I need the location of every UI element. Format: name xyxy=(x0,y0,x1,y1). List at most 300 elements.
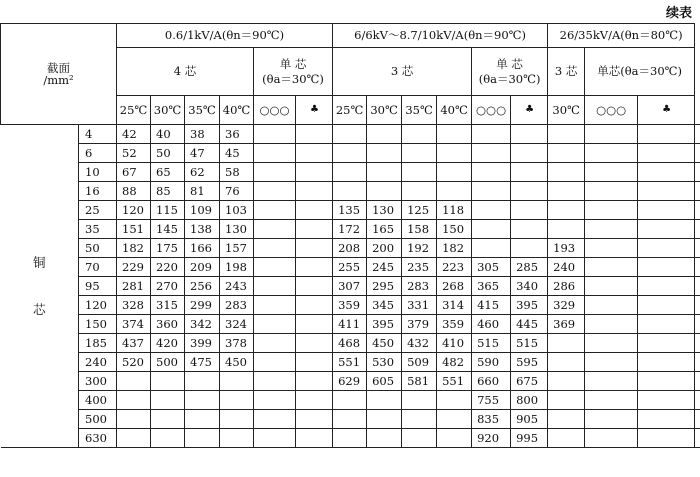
ampacity-cell xyxy=(296,239,333,258)
ampacity-cell xyxy=(585,372,638,391)
ampacity-cell: 629 xyxy=(333,372,367,391)
ampacity-cell xyxy=(296,410,333,429)
ampacity-cell xyxy=(296,144,333,163)
table-row xyxy=(1,410,700,429)
ampacity-cell: 395 xyxy=(511,296,548,315)
ampacity-cell xyxy=(437,410,472,429)
ampacity-cell: 399 xyxy=(185,334,220,353)
ampacity-cell xyxy=(695,296,700,315)
ampacity-cell xyxy=(296,258,333,277)
g1-four-core-header: 4 芯 xyxy=(117,48,254,96)
ampacity-cell xyxy=(333,144,367,163)
ampacity-cell xyxy=(333,163,367,182)
ampacity-cell xyxy=(367,391,402,410)
ampacity-cell: 920 xyxy=(472,429,511,448)
ampacity-cell xyxy=(220,391,254,410)
ampacity-cell xyxy=(695,353,700,372)
ampacity-cell: 245 xyxy=(367,258,402,277)
ampacity-cell xyxy=(638,315,695,334)
ampacity-cell: 235 xyxy=(402,258,437,277)
ampacity-cell: 45 xyxy=(220,144,254,163)
ampacity-cell: 255 xyxy=(333,258,367,277)
ampacity-cell: 182 xyxy=(437,239,472,258)
ampacity-cell xyxy=(437,391,472,410)
ampacity-cell xyxy=(220,410,254,429)
ampacity-cell: 67 xyxy=(117,163,151,182)
ampacity-cell xyxy=(695,220,700,239)
ampacity-cell xyxy=(638,296,695,315)
ampacity-cell xyxy=(185,429,220,448)
flat-arrangement-icon: ○○○ xyxy=(585,96,638,125)
g1-single-core-header xyxy=(254,48,333,96)
continued-label: 续表 xyxy=(665,6,692,21)
ampacity-cell xyxy=(254,429,296,448)
ampacity-cell xyxy=(296,429,333,448)
section-size: 50 xyxy=(79,239,117,258)
ampacity-cell xyxy=(254,391,296,410)
material-copper-core xyxy=(1,125,79,448)
ampacity-cell xyxy=(151,372,185,391)
ampacity-cell: 138 xyxy=(185,220,220,239)
ampacity-cell xyxy=(367,163,402,182)
ampacity-cell: 145 xyxy=(151,220,185,239)
ampacity-cell xyxy=(472,220,511,239)
temp-30-g2: 30℃ xyxy=(367,96,402,125)
table-row xyxy=(1,372,700,391)
ampacity-cell xyxy=(117,391,151,410)
g3-three-core-header: 3 芯 xyxy=(548,48,585,96)
ampacity-cell xyxy=(117,410,151,429)
ampacity-cell: 38 xyxy=(185,125,220,144)
ampacity-cell xyxy=(695,163,700,182)
ampacity-cell xyxy=(695,429,700,448)
table-row xyxy=(1,315,700,334)
group-header-0.6-1kv: 0.6/1kV/A(θn＝90℃) xyxy=(117,24,333,48)
ampacity-cell xyxy=(151,410,185,429)
ampacity-cell xyxy=(695,201,700,220)
ampacity-cell xyxy=(585,163,638,182)
ampacity-cell: 420 xyxy=(151,334,185,353)
ampacity-cell xyxy=(296,296,333,315)
ampacity-cell: 415 xyxy=(472,296,511,315)
section-size: 630 xyxy=(79,429,117,448)
ampacity-cell xyxy=(638,391,695,410)
ampacity-cell xyxy=(254,163,296,182)
ampacity-cell: 118 xyxy=(437,201,472,220)
ampacity-cell: 120 xyxy=(117,201,151,220)
ampacity-cell: 208 xyxy=(333,239,367,258)
flat-arrangement-icon: ○○○ xyxy=(254,96,296,125)
ampacity-cell: 81 xyxy=(185,182,220,201)
ampacity-cell: 62 xyxy=(185,163,220,182)
ampacity-cell xyxy=(511,201,548,220)
ampacity-cell: 305 xyxy=(472,258,511,277)
ampacity-cell xyxy=(585,144,638,163)
g2-single-core-header xyxy=(472,48,548,96)
ampacity-cell xyxy=(254,353,296,372)
ampacity-cell: 551 xyxy=(437,372,472,391)
ampacity-cell xyxy=(296,125,333,144)
table-row xyxy=(1,182,700,201)
ampacity-cell xyxy=(367,144,402,163)
ampacity-cell: 340 xyxy=(511,277,548,296)
ampacity-cell xyxy=(695,182,700,201)
ampacity-cell xyxy=(367,429,402,448)
ampacity-cell: 172 xyxy=(333,220,367,239)
ampacity-cell xyxy=(367,410,402,429)
section-size: 4 xyxy=(79,125,117,144)
ampacity-cell xyxy=(296,391,333,410)
ampacity-cell: 150 xyxy=(437,220,472,239)
ampacity-cell: 103 xyxy=(220,201,254,220)
section-size: 70 xyxy=(79,258,117,277)
ampacity-cell xyxy=(437,125,472,144)
group-header-6-10kv: 6/6kV～8.7/10kV/A(θn＝90℃) xyxy=(333,24,548,48)
ampacity-cell: 590 xyxy=(472,353,511,372)
ampacity-cell: 151 xyxy=(117,220,151,239)
ampacity-cell xyxy=(296,372,333,391)
ampacity-cell: 165 xyxy=(367,220,402,239)
ampacity-cell xyxy=(695,239,700,258)
table-row xyxy=(1,239,700,258)
ampacity-cell xyxy=(402,182,437,201)
ampacity-cell: 50 xyxy=(151,144,185,163)
ampacity-cell: 40 xyxy=(151,125,185,144)
ampacity-cell: 675 xyxy=(511,372,548,391)
ampacity-cell xyxy=(585,353,638,372)
ampacity-cell xyxy=(638,258,695,277)
ampacity-cell xyxy=(585,429,638,448)
ampacity-cell xyxy=(472,239,511,258)
ampacity-cell: 445 xyxy=(511,315,548,334)
ampacity-cell: 175 xyxy=(151,239,185,258)
ampacity-cell xyxy=(437,163,472,182)
ampacity-cell: 360 xyxy=(151,315,185,334)
ampacity-cell xyxy=(367,125,402,144)
ampacity-cell: 115 xyxy=(151,201,185,220)
ampacity-cell: 198 xyxy=(220,258,254,277)
ampacity-cell xyxy=(638,372,695,391)
ampacity-cell xyxy=(185,372,220,391)
section-unit: /mm² xyxy=(43,73,74,87)
table-row xyxy=(1,258,700,277)
ampacity-cell xyxy=(296,220,333,239)
section-size: 120 xyxy=(79,296,117,315)
ampacity-cell xyxy=(638,277,695,296)
ampacity-cell: 329 xyxy=(548,296,585,315)
ampacity-cell: 76 xyxy=(220,182,254,201)
ampacity-cell xyxy=(437,182,472,201)
ampacity-cell: 509 xyxy=(402,353,437,372)
ampacity-cell xyxy=(695,258,700,277)
ampacity-cell xyxy=(511,239,548,258)
ampacity-cell xyxy=(437,429,472,448)
ampacity-cell xyxy=(585,277,638,296)
ampacity-cell xyxy=(185,410,220,429)
flat-arrangement-icon: ○○○ xyxy=(472,96,511,125)
ampacity-cell: 314 xyxy=(437,296,472,315)
ampacity-cell: 432 xyxy=(402,334,437,353)
section-size: 500 xyxy=(79,410,117,429)
ampacity-cell xyxy=(548,410,585,429)
ampacity-cell xyxy=(585,410,638,429)
section-size: 25 xyxy=(79,201,117,220)
ampacity-cell: 755 xyxy=(472,391,511,410)
ampacity-cell xyxy=(548,334,585,353)
ampacity-cell: 369 xyxy=(548,315,585,334)
cable-ampacity-table xyxy=(0,23,700,448)
ampacity-cell xyxy=(472,182,511,201)
ampacity-cell xyxy=(585,125,638,144)
ampacity-cell xyxy=(638,334,695,353)
temp-35-g1: 35℃ xyxy=(185,96,220,125)
ampacity-cell: 109 xyxy=(185,201,220,220)
table-row xyxy=(1,144,700,163)
section-size: 300 xyxy=(79,372,117,391)
ampacity-cell xyxy=(117,429,151,448)
ampacity-cell xyxy=(548,353,585,372)
g3-single-core-header: 单芯(θa＝30℃) xyxy=(585,48,695,96)
ampacity-cell xyxy=(585,220,638,239)
table-row xyxy=(1,296,700,315)
ampacity-cell: 345 xyxy=(367,296,402,315)
ampacity-cell xyxy=(254,410,296,429)
ampacity-cell xyxy=(254,144,296,163)
trefoil-arrangement-icon: ♣ xyxy=(638,96,695,125)
section-size: 400 xyxy=(79,391,117,410)
trefoil-arrangement-icon: ♣ xyxy=(511,96,548,125)
table-row xyxy=(1,334,700,353)
ampacity-cell xyxy=(296,353,333,372)
ampacity-cell: 88 xyxy=(117,182,151,201)
ampacity-cell: 299 xyxy=(185,296,220,315)
ampacity-cell: 166 xyxy=(185,239,220,258)
ampacity-cell xyxy=(511,163,548,182)
table-row xyxy=(1,429,700,448)
ampacity-cell xyxy=(585,296,638,315)
ampacity-cell: 378 xyxy=(220,334,254,353)
ampacity-cell: 130 xyxy=(367,201,402,220)
ampacity-cell xyxy=(402,144,437,163)
ampacity-cell: 475 xyxy=(185,353,220,372)
ampacity-cell xyxy=(511,220,548,239)
ampacity-cell xyxy=(511,144,548,163)
ampacity-cell: 395 xyxy=(367,315,402,334)
g2-three-core-header: 3 芯 xyxy=(333,48,472,96)
ampacity-cell: 411 xyxy=(333,315,367,334)
ampacity-cell xyxy=(638,144,695,163)
ampacity-cell: 365 xyxy=(472,277,511,296)
ampacity-cell xyxy=(333,391,367,410)
table-row xyxy=(1,391,700,410)
ampacity-cell: 437 xyxy=(117,334,151,353)
ampacity-cell xyxy=(402,125,437,144)
ampacity-cell xyxy=(548,125,585,144)
ampacity-cell: 65 xyxy=(151,163,185,182)
ampacity-cell: 209 xyxy=(185,258,220,277)
ampacity-cell xyxy=(296,182,333,201)
temp-30-g1: 30℃ xyxy=(151,96,185,125)
temp-40-g1: 40℃ xyxy=(220,96,254,125)
ampacity-cell xyxy=(254,296,296,315)
ampacity-cell: 515 xyxy=(511,334,548,353)
ampacity-cell xyxy=(220,372,254,391)
ampacity-cell xyxy=(254,182,296,201)
g2-single-core-label: 单 芯 xyxy=(496,57,523,72)
ampacity-cell: 135 xyxy=(333,201,367,220)
ampacity-cell xyxy=(296,334,333,353)
ampacity-cell xyxy=(151,429,185,448)
ampacity-cell xyxy=(402,410,437,429)
group-header-26-35kv: 26/35kV/A(θn＝80℃) xyxy=(548,24,695,48)
ampacity-cell: 468 xyxy=(333,334,367,353)
ampacity-cell xyxy=(638,201,695,220)
ampacity-cell: 281 xyxy=(117,277,151,296)
ampacity-cell xyxy=(585,201,638,220)
ampacity-cell xyxy=(254,258,296,277)
ampacity-cell xyxy=(695,125,700,144)
ampacity-cell: 450 xyxy=(220,353,254,372)
temp-25-g2: 25℃ xyxy=(333,96,367,125)
ampacity-cell: 605 xyxy=(367,372,402,391)
ampacity-cell: 85 xyxy=(151,182,185,201)
ampacity-cell xyxy=(695,410,700,429)
table-row xyxy=(1,220,700,239)
ampacity-cell: 410 xyxy=(437,334,472,353)
ampacity-cell: 36 xyxy=(220,125,254,144)
ampacity-cell xyxy=(296,163,333,182)
ampacity-cell xyxy=(695,334,700,353)
ampacity-cell: 530 xyxy=(367,353,402,372)
ampacity-cell xyxy=(437,144,472,163)
ampacity-cell: 125 xyxy=(402,201,437,220)
section-size: 150 xyxy=(79,315,117,334)
section-size: 16 xyxy=(79,182,117,201)
ampacity-cell: 130 xyxy=(220,220,254,239)
ampacity-cell xyxy=(402,163,437,182)
ampacity-cell xyxy=(254,334,296,353)
ampacity-cell xyxy=(220,429,254,448)
ampacity-cell: 283 xyxy=(402,277,437,296)
ampacity-cell xyxy=(333,429,367,448)
ampacity-cell xyxy=(548,144,585,163)
ampacity-cell: 450 xyxy=(367,334,402,353)
ampacity-cell: 200 xyxy=(367,239,402,258)
ampacity-cell xyxy=(472,125,511,144)
ampacity-cell xyxy=(254,315,296,334)
table-row xyxy=(1,277,700,296)
ampacity-cell: 520 xyxy=(117,353,151,372)
ampacity-cell xyxy=(585,315,638,334)
ampacity-cell: 268 xyxy=(437,277,472,296)
ampacity-cell xyxy=(254,372,296,391)
ampacity-cell: 229 xyxy=(117,258,151,277)
ampacity-cell: 223 xyxy=(437,258,472,277)
ampacity-cell xyxy=(402,429,437,448)
ampacity-cell: 157 xyxy=(220,239,254,258)
ampacity-cell xyxy=(254,277,296,296)
ampacity-cell xyxy=(695,391,700,410)
ampacity-cell: 182 xyxy=(117,239,151,258)
ampacity-cell xyxy=(254,201,296,220)
ampacity-cell xyxy=(585,182,638,201)
ampacity-cell: 328 xyxy=(117,296,151,315)
ampacity-cell xyxy=(254,220,296,239)
ampacity-cell xyxy=(296,277,333,296)
ampacity-cell xyxy=(548,201,585,220)
temp-30-g3: 30℃ xyxy=(548,96,585,125)
ampacity-cell xyxy=(548,163,585,182)
section-label: 截面 xyxy=(47,60,70,75)
ampacity-cell: 286 xyxy=(548,277,585,296)
ampacity-cell xyxy=(585,391,638,410)
section-size: 6 xyxy=(79,144,117,163)
table-row xyxy=(1,125,700,144)
ampacity-cell xyxy=(548,182,585,201)
ampacity-cell xyxy=(511,182,548,201)
ampacity-cell xyxy=(117,372,151,391)
ampacity-cell: 595 xyxy=(511,353,548,372)
section-size: 240 xyxy=(79,353,117,372)
ampacity-cell xyxy=(638,182,695,201)
material-char-copper: 铜 xyxy=(32,254,46,270)
ampacity-cell xyxy=(638,410,695,429)
ampacity-cell: 581 xyxy=(402,372,437,391)
table-row xyxy=(1,201,700,220)
table-row xyxy=(1,353,700,372)
ampacity-cell: 331 xyxy=(402,296,437,315)
table-row xyxy=(1,163,700,182)
g2-single-core-ambient: (θa＝30℃) xyxy=(478,71,541,86)
ampacity-cell xyxy=(472,201,511,220)
ampacity-cell: 660 xyxy=(472,372,511,391)
ampacity-cell: 58 xyxy=(220,163,254,182)
ampacity-cell xyxy=(638,429,695,448)
ampacity-cell: 500 xyxy=(151,353,185,372)
ampacity-cell xyxy=(333,182,367,201)
ampacity-cell xyxy=(333,125,367,144)
ampacity-cell: 460 xyxy=(472,315,511,334)
ampacity-cell: 995 xyxy=(511,429,548,448)
ampacity-cell: 243 xyxy=(220,277,254,296)
ampacity-cell xyxy=(638,220,695,239)
section-size: 35 xyxy=(79,220,117,239)
ampacity-cell xyxy=(548,220,585,239)
ampacity-cell xyxy=(151,391,185,410)
ampacity-cell xyxy=(548,391,585,410)
ampacity-cell: 47 xyxy=(185,144,220,163)
ampacity-cell: 315 xyxy=(151,296,185,315)
ampacity-cell xyxy=(695,372,700,391)
ampacity-cell xyxy=(254,125,296,144)
ampacity-cell xyxy=(472,163,511,182)
ampacity-cell xyxy=(402,391,437,410)
section-size: 185 xyxy=(79,334,117,353)
temp-25-g1: 25℃ xyxy=(117,96,151,125)
ampacity-cell: 835 xyxy=(472,410,511,429)
ampacity-cell xyxy=(548,429,585,448)
ampacity-cell xyxy=(695,277,700,296)
trefoil-arrangement-icon: ♣ xyxy=(296,96,333,125)
ampacity-cell: 158 xyxy=(402,220,437,239)
ampacity-cell: 270 xyxy=(151,277,185,296)
g1-single-core-ambient: (θa＝30℃) xyxy=(262,71,324,86)
ampacity-cell: 285 xyxy=(511,258,548,277)
temp-40-g2: 40℃ xyxy=(437,96,472,125)
ampacity-cell: 220 xyxy=(151,258,185,277)
ampacity-cell xyxy=(296,315,333,334)
ampacity-cell: 307 xyxy=(333,277,367,296)
